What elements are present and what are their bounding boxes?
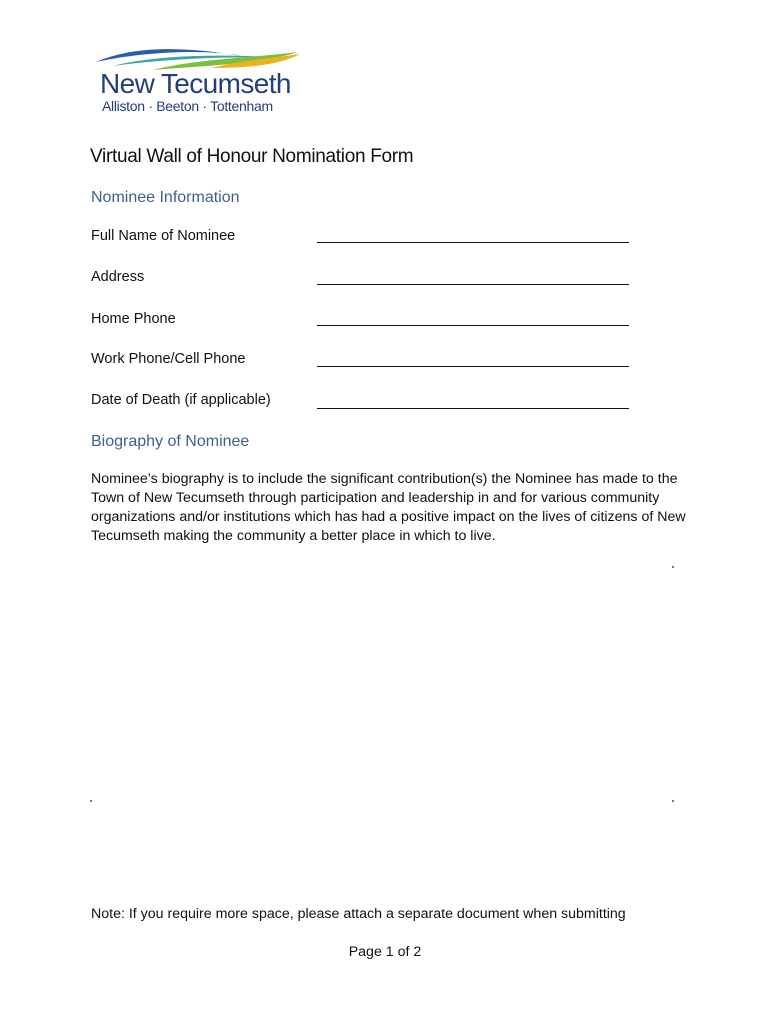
field-label-work-phone: Work Phone/Cell Phone	[91, 351, 246, 367]
field-label-full-name: Full Name of Nominee	[91, 228, 236, 244]
date-of-death-field[interactable]	[317, 408, 629, 409]
space-note: Note: If you require more space, please attach a separate document when submitting	[91, 906, 626, 922]
field-label-date-of-death: Date of Death (if applicable)	[91, 392, 271, 408]
page-number: Page 1 of 2	[348, 944, 422, 960]
work-phone-field[interactable]	[317, 366, 629, 367]
logo-subtitle: Alliston · Beeton · Tottenham	[102, 98, 273, 114]
home-phone-field[interactable]	[317, 325, 629, 326]
biography-textarea[interactable]	[88, 560, 678, 805]
field-label-home-phone: Home Phone	[91, 311, 176, 327]
biography-instructions: Nominee’s biography is to include the significant contribution(s) the Nominee has made to the Town of New Tecumseth through participation and leadership in and for various community organizations and/or institutions which has had a positive impact on the lives of citizens of New Tecumseth making the community a better place in which to live.	[91, 471, 686, 544]
field-label-address: Address	[91, 269, 145, 285]
new-tecumseth-logo	[92, 44, 302, 118]
textarea-corner-mark	[672, 566, 674, 568]
logo-name: New Tecumseth	[100, 68, 291, 99]
textarea-corner-mark	[672, 800, 674, 802]
section-heading-biography: Biography of Nominee	[91, 433, 250, 450]
address-field[interactable]	[317, 284, 629, 285]
section-heading-nominee-info: Nominee Information	[91, 189, 240, 206]
full-name-field[interactable]	[317, 242, 629, 243]
textarea-corner-mark	[90, 800, 92, 802]
page-title: Virtual Wall of Honour Nomination Form	[90, 146, 414, 167]
